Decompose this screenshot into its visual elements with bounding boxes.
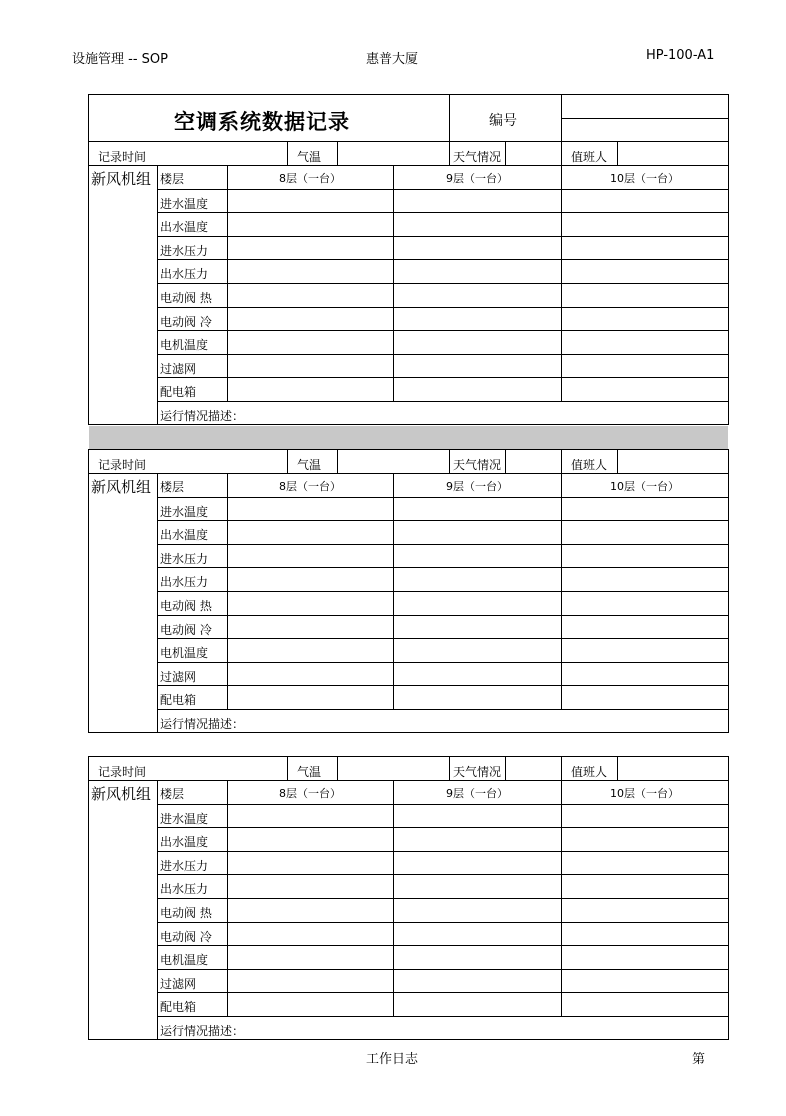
temperature-field[interactable] — [338, 142, 448, 165]
parameter-label: 进水压力 — [160, 858, 209, 873]
reading-cell[interactable] — [228, 331, 393, 354]
reading-cell[interactable] — [228, 875, 393, 898]
floor-column-header: 10层（一台） — [610, 172, 679, 185]
parameter-label: 配电箱 — [160, 385, 197, 400]
section-left-border — [88, 449, 89, 733]
reading-cell[interactable] — [562, 993, 728, 1016]
reading-cell[interactable] — [228, 521, 393, 544]
reading-cell[interactable] — [394, 545, 561, 568]
reading-cell[interactable] — [228, 355, 393, 378]
reading-cell[interactable] — [562, 875, 728, 898]
on-duty-label: 值班人 — [571, 765, 608, 779]
section-bottom-border — [88, 424, 729, 425]
title-right-border — [728, 94, 729, 141]
parameter-label: 出水压力 — [160, 267, 209, 282]
parameter-label: 过滤网 — [160, 669, 197, 684]
reading-cell[interactable] — [394, 686, 561, 709]
parameter-label: 进水压力 — [160, 243, 209, 258]
floor-column-header: 9层（一台） — [446, 172, 508, 185]
footer-right: 第 — [692, 1052, 706, 1067]
on-duty-field[interactable] — [618, 757, 727, 780]
parameter-label: 出水温度 — [160, 220, 209, 235]
parameter-label: 电机温度 — [160, 953, 209, 968]
reading-cell[interactable] — [394, 378, 561, 401]
reading-cell[interactable] — [228, 284, 393, 307]
reading-cell[interactable] — [228, 213, 393, 236]
info-row-border — [88, 165, 729, 166]
parameter-label: 配电箱 — [160, 1000, 197, 1015]
reading-cell[interactable] — [562, 308, 728, 331]
parameter-label: 电机温度 — [160, 646, 209, 661]
section-left-border — [88, 141, 89, 425]
reading-cell[interactable] — [562, 639, 728, 662]
reading-cell[interactable] — [228, 828, 393, 851]
reading-cell[interactable] — [394, 663, 561, 686]
temperature-field[interactable] — [338, 450, 448, 473]
section-bottom-border — [88, 1039, 729, 1040]
description-label: 运行情况描述： — [160, 1023, 245, 1038]
info-divider — [287, 141, 288, 165]
description-label: 运行情况描述： — [160, 716, 245, 731]
weather-field[interactable] — [506, 757, 560, 780]
section-bottom-border — [88, 732, 729, 733]
section-left-border — [88, 756, 89, 1040]
reading-cell[interactable] — [228, 852, 393, 875]
reading-cell[interactable] — [394, 946, 561, 969]
floor-column-header: 8层（一台） — [279, 172, 341, 185]
group-column-divider — [157, 780, 158, 1039]
reading-cell[interactable] — [228, 663, 393, 686]
reading-cell[interactable] — [394, 592, 561, 615]
group-label: 新风机组 — [91, 170, 152, 188]
parameter-label: 出水温度 — [160, 835, 209, 850]
reading-cell[interactable] — [562, 616, 728, 639]
reading-cell[interactable] — [394, 260, 561, 283]
reading-cell[interactable] — [562, 923, 728, 946]
floor-column-header: 10层（一台） — [610, 787, 679, 800]
reading-cell[interactable] — [228, 923, 393, 946]
parameter-label: 电动阀 冷 — [160, 929, 212, 944]
floor-column-header: 8层（一台） — [279, 480, 341, 493]
header-left: 设施管理 -- SOP — [72, 52, 168, 67]
group-column-divider — [157, 165, 158, 424]
reading-cell[interactable] — [394, 213, 561, 236]
parameter-label: 出水压力 — [160, 882, 209, 897]
title-top-border — [88, 94, 729, 95]
reading-cell[interactable] — [562, 663, 728, 686]
reading-cell[interactable] — [394, 805, 561, 828]
reading-cell[interactable] — [562, 237, 728, 260]
reading-cell[interactable] — [562, 568, 728, 591]
reading-cell[interactable] — [228, 946, 393, 969]
reading-cell[interactable] — [394, 498, 561, 521]
reading-cell[interactable] — [228, 260, 393, 283]
reading-cell[interactable] — [228, 616, 393, 639]
reading-cell[interactable] — [562, 498, 728, 521]
info-divider — [449, 756, 450, 780]
record-time-field[interactable] — [158, 450, 286, 473]
parameter-label: 电动阀 热 — [160, 290, 212, 305]
description-field[interactable] — [260, 402, 727, 425]
record-time-field[interactable] — [158, 142, 286, 165]
floor-column-header: 9层（一台） — [446, 787, 508, 800]
reading-cell[interactable] — [228, 498, 393, 521]
temperature-field[interactable] — [338, 757, 448, 780]
reading-cell[interactable] — [228, 970, 393, 993]
info-divider — [287, 756, 288, 780]
floor-label: 楼层 — [160, 787, 185, 801]
info-divider — [561, 449, 562, 473]
reading-cell[interactable] — [394, 828, 561, 851]
parameter-label: 电机温度 — [160, 338, 209, 353]
reading-cell[interactable] — [562, 355, 728, 378]
parameter-label: 过滤网 — [160, 976, 197, 991]
reading-cell[interactable] — [562, 946, 728, 969]
floor-label: 楼层 — [160, 480, 185, 494]
section-right-border — [728, 756, 729, 1040]
reading-cell[interactable] — [562, 686, 728, 709]
parameter-label: 配电箱 — [160, 693, 197, 708]
group-label: 新风机组 — [91, 478, 152, 496]
record-time-label: 记录时间 — [98, 458, 147, 472]
footer-center: 工作日志 — [366, 1052, 419, 1067]
parameter-label: 进水压力 — [160, 551, 209, 566]
reading-cell[interactable] — [562, 260, 728, 283]
temperature-label: 气温 — [297, 765, 322, 779]
section-right-border — [728, 449, 729, 733]
parameter-label: 电动阀 冷 — [160, 622, 212, 637]
temperature-label: 气温 — [297, 150, 322, 164]
reading-cell[interactable] — [562, 521, 728, 544]
reading-cell[interactable] — [394, 284, 561, 307]
weather-field[interactable] — [506, 142, 560, 165]
on-duty-field[interactable] — [618, 142, 727, 165]
on-duty-label: 值班人 — [571, 150, 608, 164]
reading-cell[interactable] — [394, 355, 561, 378]
header-center: 惠普大厦 — [366, 52, 419, 67]
parameter-label: 过滤网 — [160, 361, 197, 376]
info-row-border — [88, 473, 729, 474]
reading-cell[interactable] — [562, 284, 728, 307]
info-divider — [287, 449, 288, 473]
title-divider — [449, 94, 450, 141]
parameter-label: 电动阀 热 — [160, 905, 212, 920]
reading-cell[interactable] — [228, 378, 393, 401]
reading-cell[interactable] — [394, 616, 561, 639]
info-divider — [561, 756, 562, 780]
number-label: 编号 — [489, 113, 517, 129]
reading-cell[interactable] — [562, 828, 728, 851]
info-divider — [561, 141, 562, 165]
parameter-label: 电动阀 热 — [160, 598, 212, 613]
record-time-label: 记录时间 — [98, 765, 147, 779]
reading-cell[interactable] — [228, 568, 393, 591]
floor-column-header: 8层（一台） — [279, 787, 341, 800]
reading-cell[interactable] — [394, 308, 561, 331]
reading-cell[interactable] — [394, 875, 561, 898]
reading-cell[interactable] — [228, 190, 393, 213]
weather-label: 天气情况 — [453, 150, 502, 164]
number-left-border — [561, 94, 562, 141]
reading-cell[interactable] — [562, 331, 728, 354]
reading-cell[interactable] — [228, 308, 393, 331]
temperature-label: 气温 — [297, 458, 322, 472]
reading-cell[interactable] — [228, 592, 393, 615]
parameter-label: 进水温度 — [160, 196, 209, 211]
reading-cell[interactable] — [562, 213, 728, 236]
reading-cell[interactable] — [562, 970, 728, 993]
reading-cell[interactable] — [394, 899, 561, 922]
record-time-label: 记录时间 — [98, 150, 147, 164]
section-separator-band — [89, 426, 728, 449]
section-right-border — [728, 141, 729, 425]
info-divider — [449, 141, 450, 165]
reading-cell[interactable] — [228, 899, 393, 922]
description-label: 运行情况描述： — [160, 408, 245, 423]
parameter-label: 出水温度 — [160, 528, 209, 543]
reading-cell[interactable] — [562, 899, 728, 922]
title-left-border — [88, 94, 89, 141]
reading-cell[interactable] — [394, 970, 561, 993]
reading-cell[interactable] — [562, 592, 728, 615]
reading-cell[interactable] — [228, 993, 393, 1016]
reading-cell[interactable] — [394, 237, 561, 260]
reading-cell[interactable] — [394, 993, 561, 1016]
floor-column-header: 9层（一台） — [446, 480, 508, 493]
reading-cell[interactable] — [394, 190, 561, 213]
reading-cell[interactable] — [394, 521, 561, 544]
info-row-border — [88, 780, 729, 781]
header-right: HP-100-A1 — [646, 48, 715, 63]
weather-label: 天气情况 — [453, 458, 502, 472]
reading-cell[interactable] — [228, 545, 393, 568]
weather-field[interactable] — [506, 450, 560, 473]
reading-cell[interactable] — [394, 852, 561, 875]
number-field-2[interactable] — [563, 120, 727, 140]
parameter-label: 进水温度 — [160, 504, 209, 519]
parameter-label: 进水温度 — [160, 811, 209, 826]
reading-cell[interactable] — [228, 686, 393, 709]
form-title: 空调系统数据记录 — [174, 109, 350, 134]
reading-cell[interactable] — [228, 237, 393, 260]
reading-cell[interactable] — [228, 805, 393, 828]
reading-cell[interactable] — [562, 805, 728, 828]
reading-cell[interactable] — [394, 568, 561, 591]
description-field[interactable] — [260, 1017, 727, 1040]
floor-label: 楼层 — [160, 172, 185, 186]
floor-column-header: 10层（一台） — [610, 480, 679, 493]
reading-cell[interactable] — [394, 639, 561, 662]
reading-cell[interactable] — [562, 378, 728, 401]
reading-cell[interactable] — [562, 190, 728, 213]
group-label: 新风机组 — [91, 785, 152, 803]
number-divider — [561, 118, 729, 119]
on-duty-label: 值班人 — [571, 458, 608, 472]
reading-cell[interactable] — [394, 923, 561, 946]
number-field-1[interactable] — [563, 96, 727, 116]
parameter-label: 出水压力 — [160, 575, 209, 590]
group-column-divider — [157, 473, 158, 732]
reading-cell[interactable] — [562, 545, 728, 568]
description-field[interactable] — [260, 710, 727, 733]
info-divider — [449, 449, 450, 473]
reading-cell[interactable] — [394, 331, 561, 354]
reading-cell[interactable] — [228, 639, 393, 662]
record-time-field[interactable] — [158, 757, 286, 780]
on-duty-field[interactable] — [618, 450, 727, 473]
reading-cell[interactable] — [562, 852, 728, 875]
weather-label: 天气情况 — [453, 765, 502, 779]
parameter-label: 电动阀 冷 — [160, 314, 212, 329]
